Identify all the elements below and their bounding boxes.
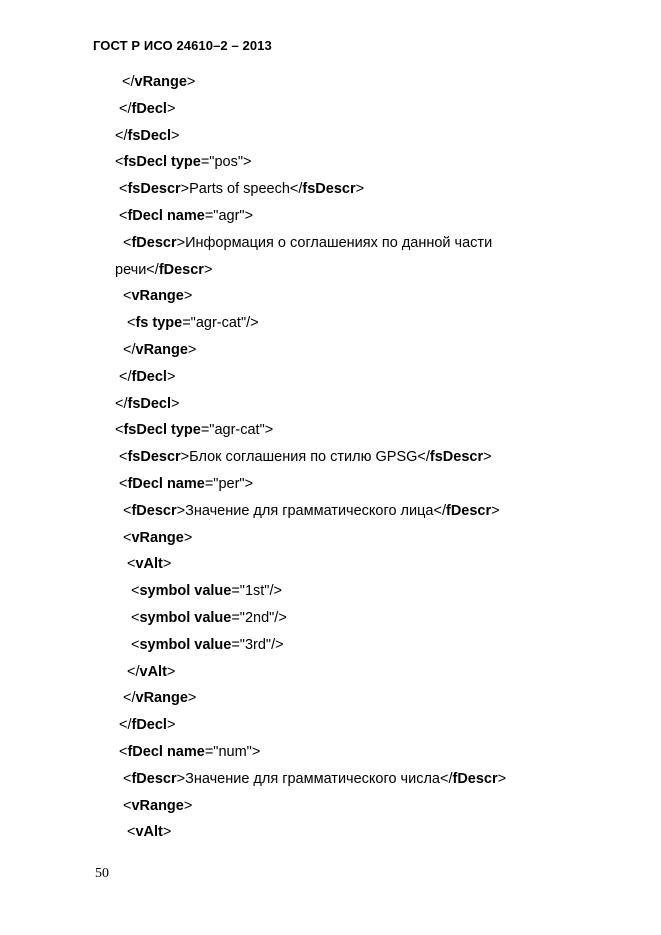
xml-text: ="per">	[204, 476, 254, 492]
xml-text: <	[127, 556, 136, 573]
xml-tag-name: fsDescr	[302, 181, 356, 198]
code-line	[115, 127, 180, 145]
xml-text: <	[115, 154, 124, 171]
xml-text: >	[183, 529, 193, 546]
xml-tag-name: fDescr	[452, 770, 498, 787]
xml-text: >	[171, 395, 180, 412]
xml-text: >	[183, 797, 193, 814]
xml-tag-name: vAlt	[135, 556, 163, 573]
code-line	[119, 180, 364, 198]
xml-text: <	[123, 797, 132, 814]
xml-text: >	[162, 824, 172, 841]
xml-text: </	[119, 100, 132, 117]
code-line	[131, 582, 282, 600]
xml-text: </	[115, 127, 128, 144]
xml-tag-name: symbol value	[139, 636, 232, 653]
xml-tag-name: vRange	[135, 690, 188, 707]
xml-tag-name: fsDecl type	[123, 422, 201, 439]
xml-text: <	[123, 770, 132, 787]
xml-text: >	[483, 449, 492, 466]
xml-tag-name: fDescr	[131, 770, 177, 787]
xml-text: </	[123, 690, 136, 707]
xml-text: >Информация о соглашениях по данной части	[176, 234, 493, 251]
xml-tag-name: vRange	[134, 74, 187, 90]
xml-tag-name: fsDescr	[127, 181, 181, 198]
code-line	[123, 797, 192, 815]
code-line	[119, 475, 253, 493]
xml-tag-name: fDecl	[131, 717, 167, 734]
xml-tag-name: fs type	[135, 315, 183, 332]
xml-text: ="1st"/>	[231, 583, 282, 600]
xml-text: >Значение для грамматического лица</	[176, 502, 446, 519]
xml-text: >	[166, 717, 176, 734]
xml-text: >	[355, 181, 365, 198]
code-line	[119, 100, 175, 118]
xml-text: >	[203, 261, 213, 278]
xml-text: <	[123, 288, 132, 305]
xml-tag-name: fDecl name	[127, 208, 205, 224]
xml-tag-name: fsDecl	[127, 395, 172, 412]
xml-text: <	[131, 583, 140, 600]
xml-tag-name: fDecl	[131, 368, 167, 385]
xml-text: ="agr">	[204, 208, 254, 224]
xml-text: >Значение для грамматического числа</	[176, 770, 453, 787]
xml-text: ="pos">	[200, 154, 252, 171]
xml-tag-name: fsDecl	[127, 127, 172, 144]
code-line	[122, 73, 195, 91]
code-line	[115, 261, 212, 279]
xml-text: </	[122, 74, 135, 90]
xml-text: <	[119, 476, 128, 492]
xml-tag-name: vAlt	[135, 824, 163, 841]
xml-text: <	[119, 181, 128, 198]
xml-text: >Parts of speech</	[180, 181, 303, 198]
xml-text: >	[491, 502, 500, 519]
xml-tag-name: fsDescr	[429, 449, 484, 466]
code-line	[127, 314, 259, 332]
xml-tag-name: vRange	[131, 288, 184, 305]
xml-tag-name: fsDescr	[127, 449, 181, 466]
xml-text: </	[119, 368, 132, 385]
xml-tag-name: fDecl	[131, 100, 167, 117]
code-line	[131, 636, 284, 654]
code-line	[123, 770, 506, 788]
xml-tag-name: fDescr	[158, 261, 204, 278]
xml-text: <	[119, 744, 128, 760]
xml-text: >	[166, 100, 176, 117]
code-line	[123, 341, 196, 359]
code-line	[123, 234, 492, 252]
code-line	[119, 743, 260, 761]
xml-text: <	[115, 422, 124, 439]
document-header: ГОСТ Р ИСО 24610–2 – 2013	[93, 38, 272, 53]
xml-tag-name: fDescr	[131, 502, 177, 519]
xml-tag-name: fsDecl type	[123, 154, 201, 171]
code-line	[119, 207, 253, 225]
xml-text: >	[497, 770, 507, 787]
xml-tag-name: vRange	[131, 797, 184, 814]
xml-text: <	[119, 208, 128, 224]
code-line	[123, 529, 192, 547]
xml-tag-name: symbol value	[139, 610, 232, 626]
xml-text: <	[131, 636, 140, 653]
code-line	[119, 716, 175, 734]
xml-tag-name: vAlt	[139, 663, 167, 680]
xml-text: <	[127, 824, 136, 841]
code-line	[127, 555, 171, 573]
xml-text: >	[187, 690, 197, 707]
xml-tag-name: vRange	[131, 529, 184, 546]
code-line	[115, 153, 251, 171]
xml-text: >	[166, 663, 176, 680]
code-line	[123, 502, 500, 520]
xml-text: <	[123, 502, 132, 519]
xml-text: ="num">	[204, 744, 261, 760]
code-line	[123, 689, 196, 707]
xml-text: </	[119, 717, 132, 734]
xml-text: >	[183, 288, 193, 305]
xml-text: >	[186, 74, 196, 90]
xml-text: >	[166, 368, 176, 385]
xml-text: ="3rd"/>	[231, 636, 284, 653]
xml-text: >Блок соглашения по стилю GPSG</	[180, 449, 430, 466]
xml-tag-name: vRange	[135, 342, 188, 358]
xml-text: </	[115, 395, 128, 412]
xml-text: <	[119, 449, 128, 466]
code-line	[115, 421, 273, 439]
code-line	[127, 823, 171, 841]
xml-text: <	[131, 610, 140, 626]
xml-text: </	[123, 342, 136, 358]
xml-text: >	[171, 127, 180, 144]
xml-text: речи</	[115, 261, 159, 278]
xml-text: >	[187, 342, 197, 358]
code-line	[119, 368, 175, 386]
xml-text: ="2nd"/>	[231, 610, 287, 626]
xml-text: >	[162, 556, 172, 573]
xml-text: ="agr-cat"/>	[182, 315, 259, 332]
code-line	[131, 609, 287, 627]
xml-tag-name: fDecl name	[127, 744, 205, 760]
xml-text: </	[127, 663, 140, 680]
xml-text: ="agr-cat">	[200, 422, 274, 439]
xml-text: <	[123, 234, 132, 251]
xml-tag-name: fDecl name	[127, 476, 205, 492]
code-line	[119, 448, 492, 466]
code-line	[115, 395, 180, 413]
code-line	[123, 287, 192, 305]
xml-tag-name: symbol value	[139, 583, 232, 600]
xml-tag-name: fDescr	[131, 234, 177, 251]
code-line	[127, 663, 175, 681]
xml-tag-name: fDescr	[445, 502, 492, 519]
xml-text: <	[123, 529, 132, 546]
xml-text: <	[127, 315, 136, 332]
page-number: 50	[95, 866, 109, 881]
